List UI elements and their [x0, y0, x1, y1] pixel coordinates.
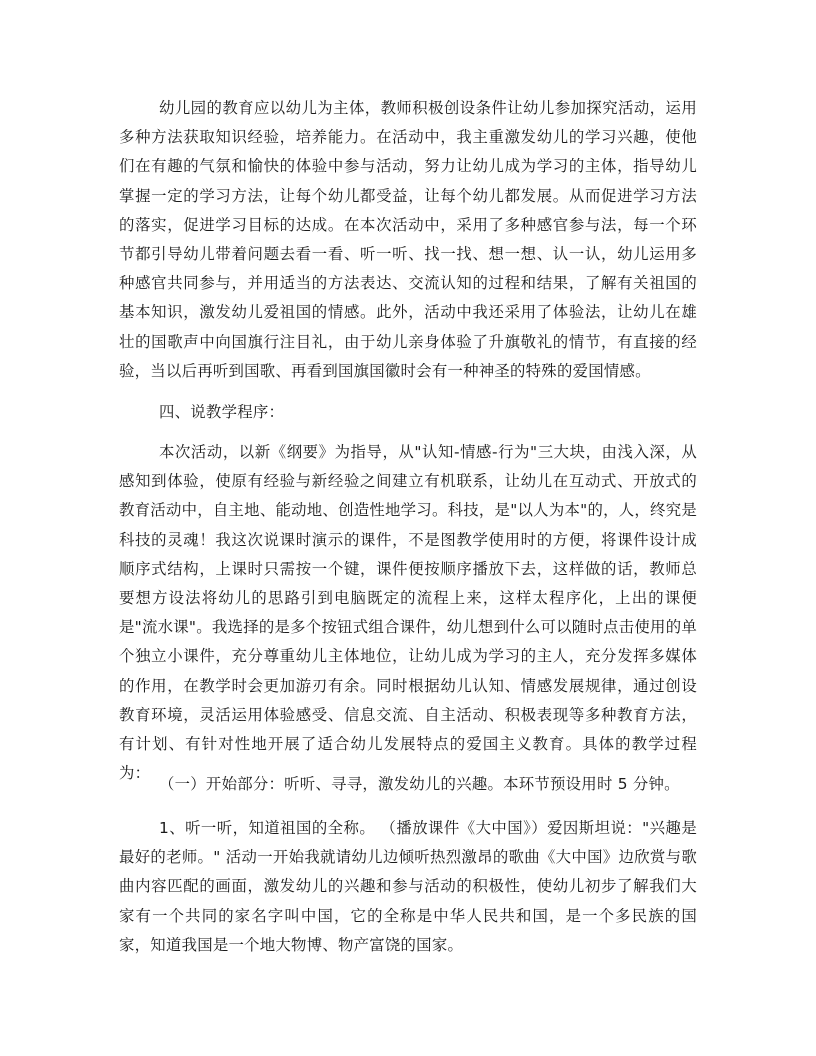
section-heading-teaching-procedure: 四、说教学程序：: [159, 403, 285, 421]
paragraph-teaching-methods: 幼儿园的教育应以幼儿为主体，教师积极创设条件让幼儿参加探究活动，运用多种方法获取知识经验，培养能力。在活动中，我主重激发幼儿的学习兴趣，使他们在有趣的气氛和愉快的体验中参与活动，努力让幼儿成为学习的主体，指导幼儿掌握一定的学习方法，让每个幼儿都受益，让每个幼儿都发展。从而促进学习方法的落实，促进学习目标的达成。在本次活动中，采用了多种感官参与法，每一个环节都引导幼儿带着问题去看一看、听一听、找一找、想一想、认一认，幼儿运用多种感官共同参与，并用适当的方法表达、交流认知的过程和结果，了解有关祖国的基本知识，激发幼儿爱祖国的情感。此外，活动中我还采用了体验法，让幼儿在雄壮的国歌声中向国旗行注目礼，由于幼儿亲身体验了升旗敬礼的情节，有直接的经验，当以后再听到国歌、再看到国旗国徽时会有一种神圣的特殊的爱国情感。: [119, 99, 697, 380]
paragraph-procedure-overview: 本次活动，以新《纲要》为指导，从"认知-情感-行为"三大块，由浅入深，从感知到体验，使原有经验与新经验之间建立有机联系，让幼儿在互动式、开放式的教育活动中，自主地、能动地、创造性地学习。科技，是"以人为本"的，人，终究是科技的灵魂！我这次说课时演示的课件，不是图教学使用时的方便，将课件设计成顺序式结构，上课时只需按一个键，课件便按顺序播放下去，这样做的话，教师总要想方设法将幼儿的思路引到电脑既定的流程上来，这样太程序化，上出的课便是"流水课"。我选择的是多个按钮式组合课件，幼儿想到什么可以随时点击使用的单个独立小课件，充分尊重幼儿主体地位，让幼儿成为学习的主人，充分发挥多媒体的作用，在教学时会更加游刃有余。同时根据幼儿认知、情感发展规律，通过创设教育环境，灵活运用体验感受、信息交流、自主活动、积极表现等多种教育方法，有计划、有针对性地开展了适合幼儿发展特点的爱国主义教育。具体的教学过程为：: [119, 443, 697, 783]
subsection-heading-opening: （一）开始部分：听听、寻寻，激发幼儿的兴趣。本环节预设用时 5 分钟。: [159, 775, 680, 793]
paragraph-listen-step: 1、听一听，知道祖国的全称。 （播放课件《大中国》）爱因斯坦说："兴趣是最好的老师。" 活动一开始我就请幼儿边倾听热烈激昂的歌曲《大中国》边欣赏与歌曲内容匹配的画面，激发幼儿的兴趣和参与活动的积极性，使幼儿初步了解我们大家有一个共同的家名字叫中国，它的全称是中华人民共和国，是一个多民族的国家，知道我国是一个地大物博、物产富饶的国家。: [119, 819, 697, 954]
